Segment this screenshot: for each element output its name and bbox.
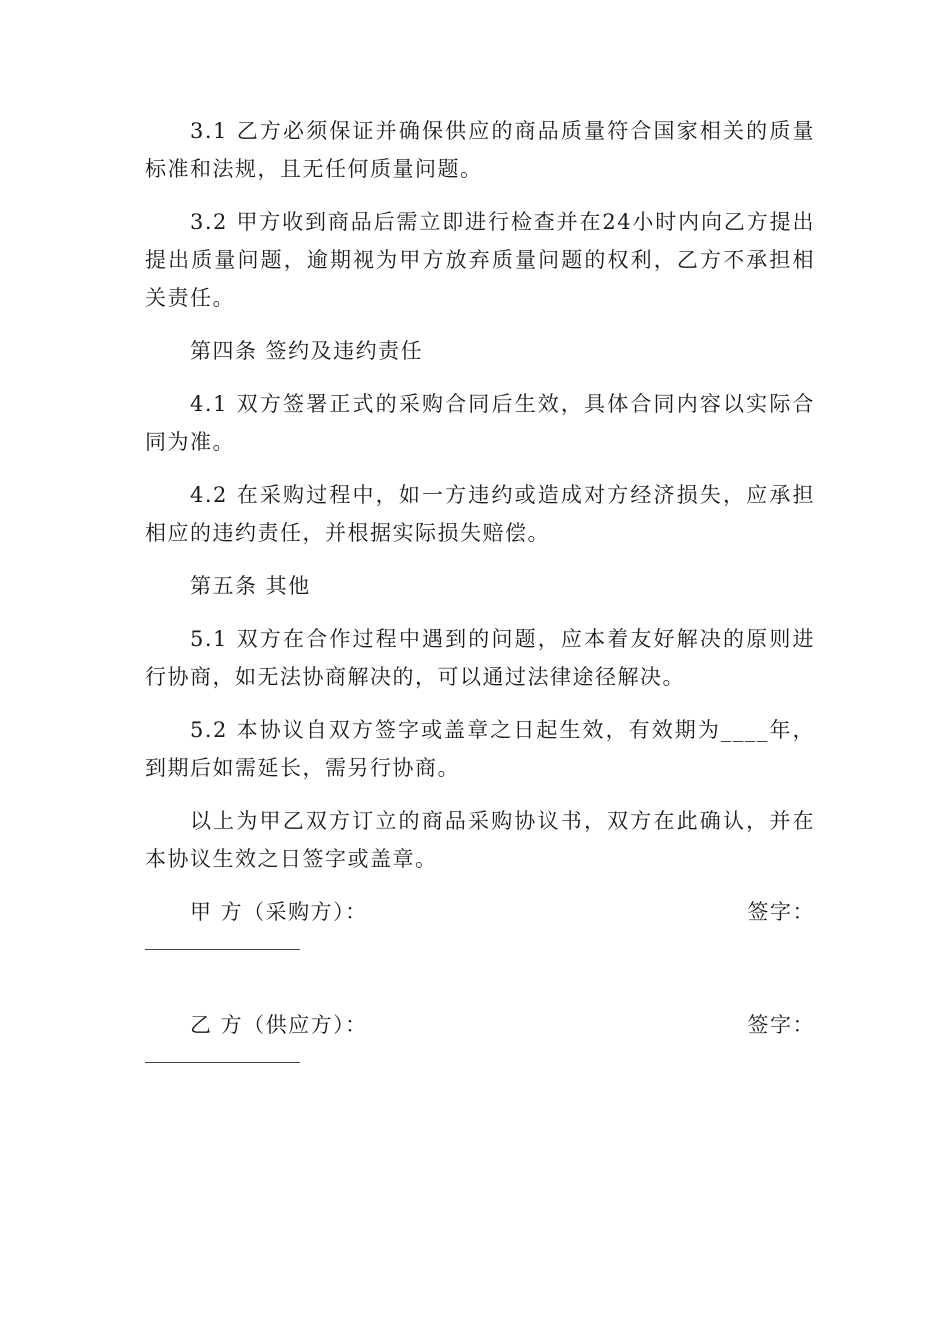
clause-4-2: 4.2 在采购过程中，如一方违约或造成对方经济损失，应承担相应的违约责任，并根据实际损失赔偿。 [145, 483, 815, 545]
clause-5-2: 5.2 本协议自双方签字或盖章之日起生效，有效期为____年，到期后如需延长，需另行协商。 [145, 718, 815, 780]
article-5-heading: 第五条 其他 [190, 574, 311, 598]
closing-statement: 以上为甲乙双方订立的商品采购协议书，双方在此确认，并在本协议生效之日签字或盖章。 [145, 809, 815, 871]
party-b-signature-row [145, 1006, 815, 1044]
party-a-signature-line [145, 949, 300, 950]
article-4-heading: 第四条 签约及违约责任 [190, 339, 424, 363]
party-a-label: 甲 方（采购方）： [190, 900, 368, 924]
document-page [145, 112, 815, 1119]
clause-5-1: 5.1 双方在合作过程中遇到的问题，应本着友好解决的原则进行协商，如无法协商解决的，可以通过法律途径解决。 [145, 627, 815, 689]
clause-3-1: 3.1 乙方必须保证并确保供应的商品质量符合国家相关的质量标准和法规，且无任何质量问题。 [145, 119, 815, 181]
party-a-signature-row [145, 893, 815, 931]
party-b-sign-label: 签字： [747, 1013, 815, 1037]
party-b-signature-line [145, 1062, 300, 1063]
party-a-sign-label: 签字： [747, 900, 815, 924]
party-b-label: 乙 方（供应方）： [190, 1013, 368, 1037]
clause-4-1: 4.1 双方签署正式的采购合同后生效，具体合同内容以实际合同为准。 [145, 392, 815, 454]
clause-3-2: 3.2 甲方收到商品后需立即进行检查并在24小时内向乙方提出提出质量问题，逾期视为甲方放弃质量问题的权利，乙方不承担相关责任。 [145, 210, 815, 310]
